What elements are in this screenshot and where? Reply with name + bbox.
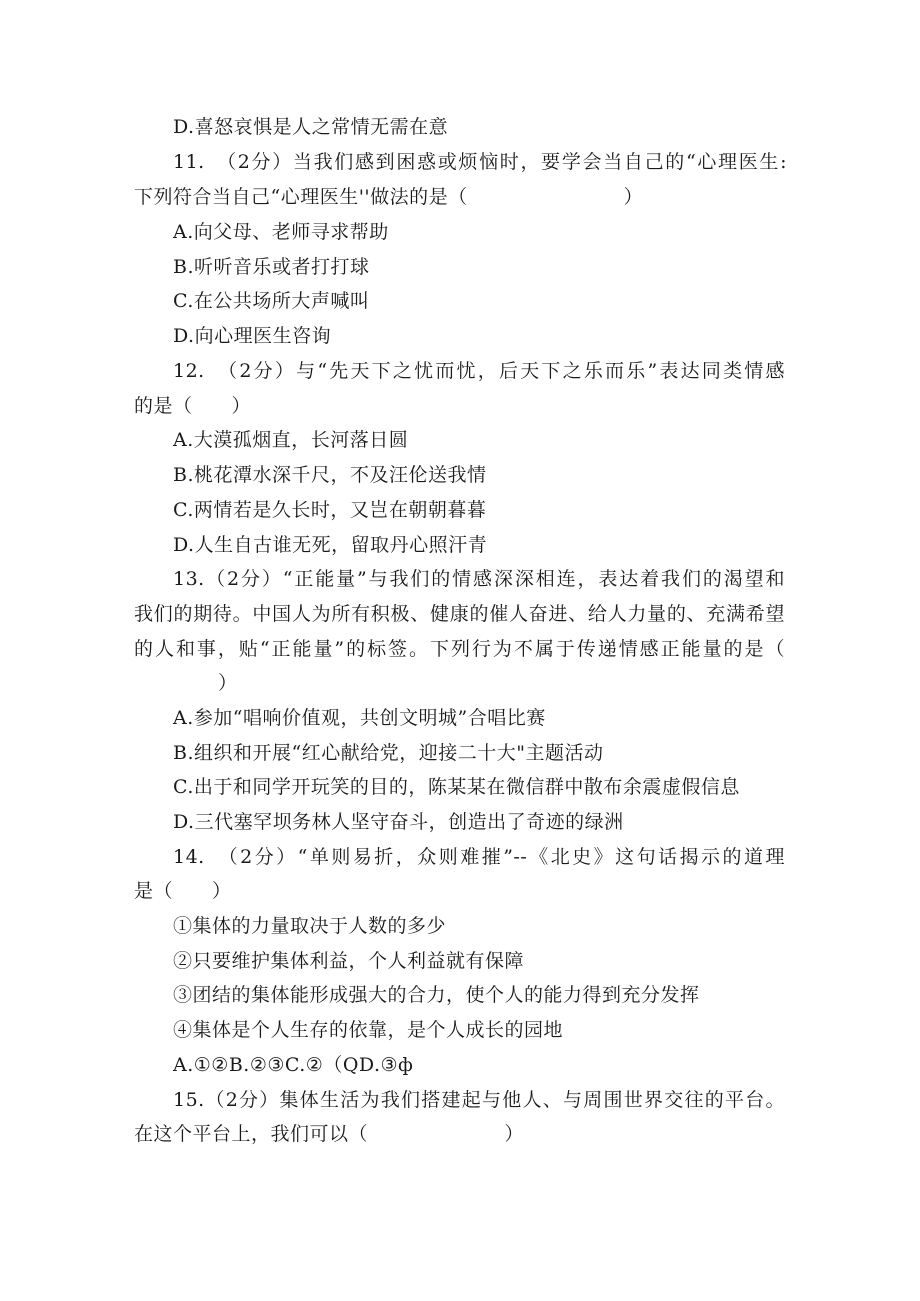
q14-statement-3: ③团结的集体能形成强大的合力，使个人的能力得到充分发挥 [173, 984, 700, 1006]
q11-option-c: C.在公共场所大声喊叫 [173, 290, 370, 312]
q15-stem-line-2: 在这个平台上，我们可以（ ） [134, 1123, 525, 1145]
q14-choices: A.①②B.②③C.②（QD.③ф [173, 1054, 414, 1076]
q12-stem-line-1: 12. （2分）与“先天下之忧而忧，后天下之乐而乐”表达同类情感 [173, 360, 785, 382]
q13-option-d: D.三代塞罕坝务林人坚守奋斗，创造出了奇迹的绿洲 [173, 811, 624, 833]
q11-option-b: B.听听音乐或者打打球 [173, 256, 370, 278]
q11-option-a: A.向父母、老师寻求帮助 [173, 221, 389, 243]
q13-option-b: B.组织和开展“红心献给党，迎接二十大"主题活动 [173, 742, 604, 764]
q14-statement-1: ①集体的力量取决于人数的多少 [173, 915, 447, 937]
q12-option-b: B.桃花潭水深千尺，不及汪伦送我情 [173, 464, 487, 486]
q12-option-a: A.大漠孤烟直，长河落日圆 [173, 429, 409, 451]
q13-stem-line-4: ） [218, 672, 238, 694]
q13-stem-line-3: 的人和事，贴“正能量”的标签。下列行为不属于传递情感正能量的是（ [134, 638, 785, 660]
q15-stem-line-1: 15.（2分）集体生活为我们搭建起与他人、与周围世界交往的平台。 [173, 1089, 785, 1111]
q14-statement-4: ④集体是个人生存的依靠，是个人成长的园地 [173, 1019, 564, 1041]
q11-stem-line-1: 11. （2分）当我们感到困惑或烦恼时，要学会当自己的“心理医生: [173, 151, 787, 173]
q14-stem-line-1: 14. （2分）“单则易折，众则难摧”--《北史》这句话揭示的道理 [173, 846, 785, 868]
q11-option-d: D.向心理医生咨询 [173, 325, 332, 347]
q13-stem-line-2: 我们的期待。中国人为所有积极、健康的催人奋进、给人力量的、充满希望 [134, 603, 785, 625]
q14-statement-2: ②只要维护集体利益，个人利益就有保障 [173, 950, 525, 972]
q12-option-c: C.两情若是久长时，又岂在朝朝暮暮 [173, 499, 487, 521]
q13-option-a: A.参加“唱响价值观，共创文明城”合唱比赛 [173, 707, 546, 729]
q11-stem-line-2: 下列符合当自己“心理医生''做法的是（ ） [134, 186, 644, 208]
q13-stem-line-1: 13.（2分）“正能量”与我们的情感深深相连，表达着我们的渴望和 [173, 568, 785, 590]
prev-option-d: D.喜怒哀惧是人之常情无需在意 [173, 116, 449, 138]
q12-stem-line-2: 的是（ ） [134, 395, 252, 417]
q12-option-d: D.人生自古谁无死，留取丹心照汗青 [173, 534, 488, 556]
q14-stem-line-2: 是（ ） [134, 880, 232, 902]
q13-option-c: C.出于和同学开玩笑的目的，陈某某在微信群中散布余震虚假信息 [173, 776, 740, 798]
